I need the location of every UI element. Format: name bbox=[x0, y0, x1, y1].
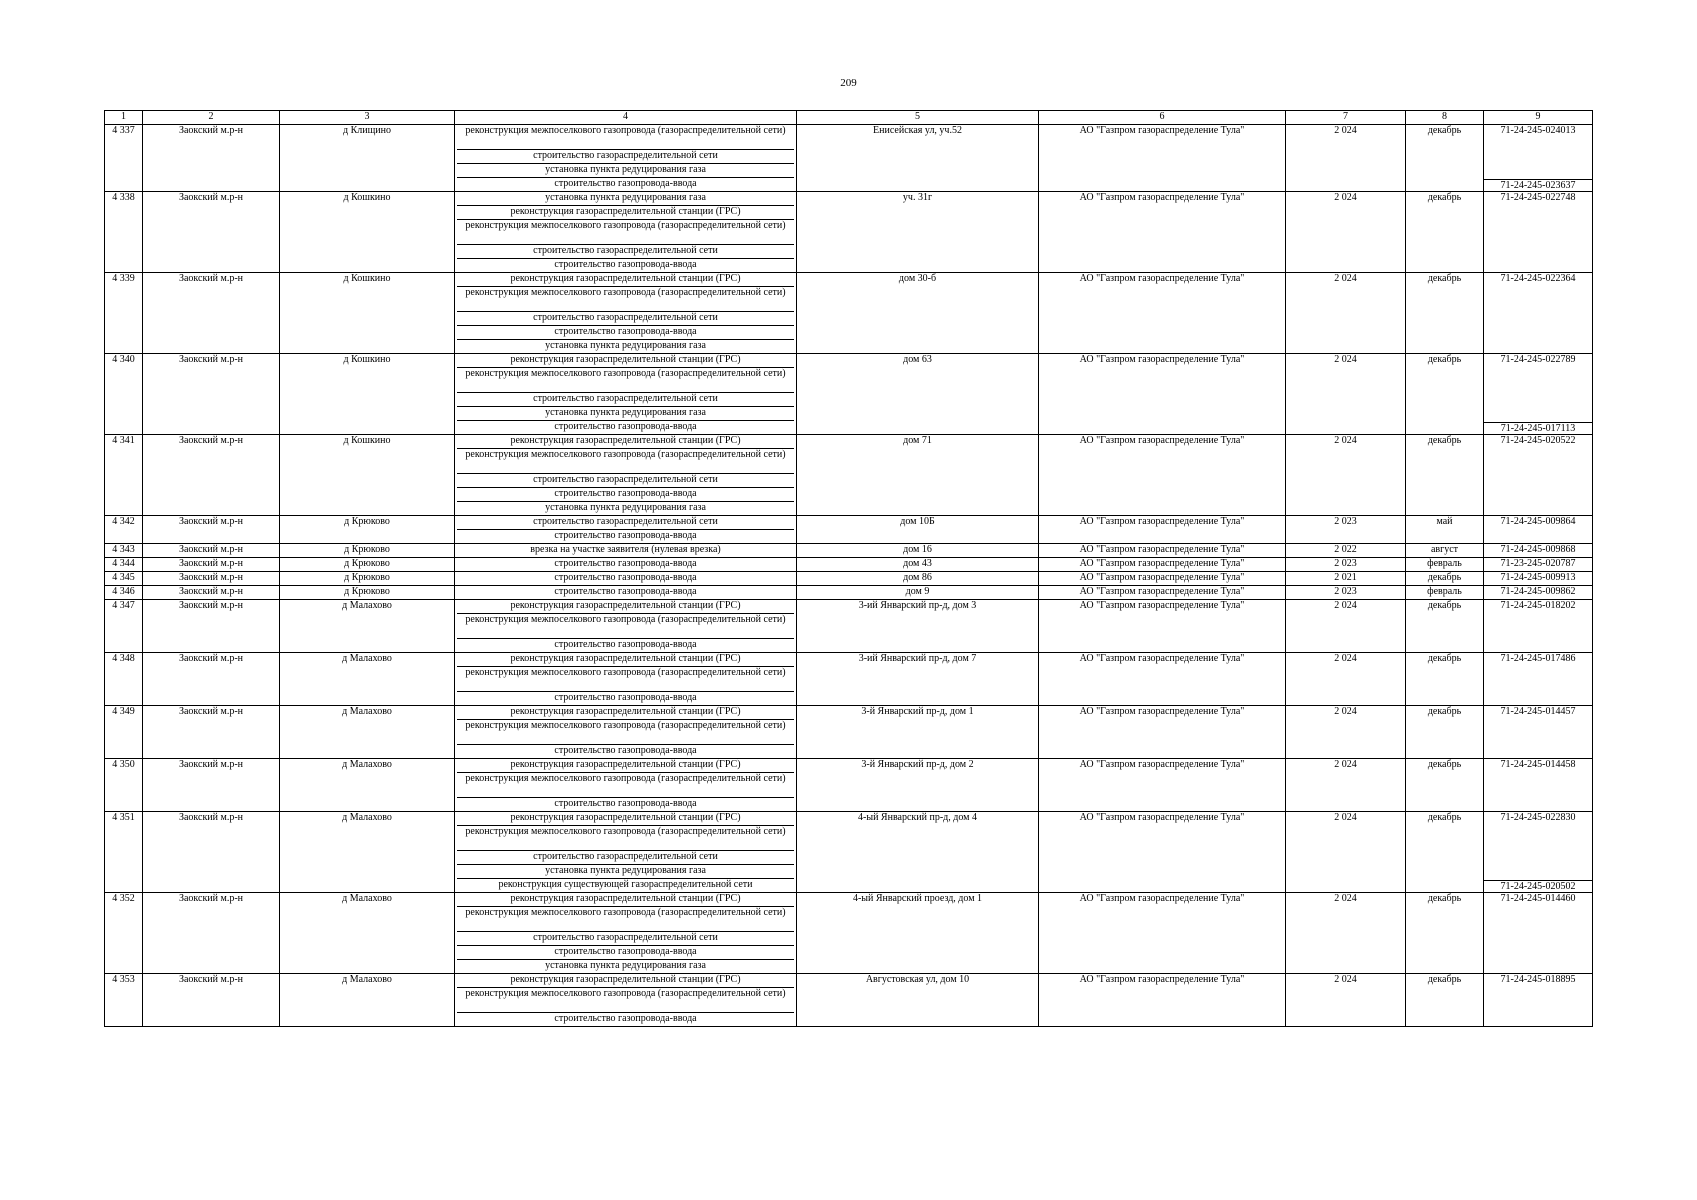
work-item: строительство газопровода-ввода bbox=[554, 558, 697, 569]
work-item: реконструкция межпоселкового газопровода (газораспределительной сети) bbox=[457, 367, 794, 392]
settlement-cell: д Кошкино bbox=[280, 273, 455, 354]
address-cell: дом 30-б bbox=[797, 273, 1039, 354]
district-cell: Заокский м.р-н bbox=[143, 653, 280, 706]
work-item: строительство газопровода-ввода bbox=[457, 529, 794, 543]
table-row bbox=[105, 192, 1593, 273]
work-item: реконструкция межпоселкового газопровода (газораспределительной сети) bbox=[457, 772, 794, 797]
table-body bbox=[105, 111, 1593, 1027]
code-cell bbox=[1484, 354, 1593, 435]
organization-cell: АО "Газпром газораспределение Тула" bbox=[1039, 572, 1286, 586]
application-code: 71-24-245-022748 bbox=[1500, 192, 1576, 203]
table-row bbox=[105, 125, 1593, 192]
district-cell: Заокский м.р-н bbox=[143, 192, 280, 273]
header-cell: 6 bbox=[1039, 111, 1286, 125]
address-cell: дом 63 bbox=[797, 354, 1039, 435]
row-number-cell: 4 342 bbox=[105, 516, 143, 544]
work-item: установка пункта редуцирования газа bbox=[545, 192, 706, 203]
organization-cell: АО "Газпром газораспределение Тула" bbox=[1039, 812, 1286, 893]
works-cell bbox=[455, 653, 797, 706]
month-cell: декабрь bbox=[1406, 812, 1484, 893]
work-item: строительство газораспределительной сети bbox=[457, 850, 794, 864]
code-cell bbox=[1484, 812, 1593, 893]
work-item: реконструкция газораспределительной станции (ГРС) bbox=[510, 435, 741, 446]
district-cell: Заокский м.р-н bbox=[143, 600, 280, 653]
year-cell: 2 024 bbox=[1286, 192, 1406, 273]
application-code: 71-24-245-018202 bbox=[1500, 600, 1576, 611]
application-code: 71-24-245-018895 bbox=[1500, 974, 1576, 985]
work-item: установка пункта редуцирования газа bbox=[457, 163, 794, 177]
table-row bbox=[105, 586, 1593, 600]
header-cell: 2 bbox=[143, 111, 280, 125]
organization-cell: АО "Газпром газораспределение Тула" bbox=[1039, 192, 1286, 273]
work-item: строительство газопровода-ввода bbox=[457, 420, 794, 434]
application-code: 71-24-245-017486 bbox=[1500, 653, 1576, 664]
row-number-cell: 4 352 bbox=[105, 893, 143, 974]
address-cell: 3-ий Январский пр-д, дом 3 bbox=[797, 600, 1039, 653]
address-cell: Августовская ул, дом 10 bbox=[797, 974, 1039, 1027]
row-number-cell: 4 343 bbox=[105, 544, 143, 558]
work-item: реконструкция межпоселкового газопровода (газораспределительной сети) bbox=[457, 448, 794, 473]
address-cell: дом 86 bbox=[797, 572, 1039, 586]
year-cell: 2 023 bbox=[1286, 558, 1406, 572]
work-item: строительство газораспределительной сети bbox=[533, 516, 718, 527]
settlement-cell: д Малахово bbox=[280, 893, 455, 974]
organization-cell: АО "Газпром газораспределение Тула" bbox=[1039, 653, 1286, 706]
work-item: реконструкция газораспределительной станции (ГРС) bbox=[510, 706, 741, 717]
code-cell bbox=[1484, 893, 1593, 974]
district-cell: Заокский м.р-н bbox=[143, 125, 280, 192]
organization-cell: АО "Газпром газораспределение Тула" bbox=[1039, 706, 1286, 759]
work-item: реконструкция межпоселкового газопровода (газораспределительной сети) bbox=[457, 906, 794, 931]
work-item: реконструкция межпоселкового газопровода (газораспределительной сети) bbox=[457, 719, 794, 744]
district-cell: Заокский м.р-н bbox=[143, 354, 280, 435]
work-item: реконструкция межпоселкового газопровода (газораспределительной сети) bbox=[457, 825, 794, 850]
year-cell: 2 021 bbox=[1286, 572, 1406, 586]
row-number-cell: 4 347 bbox=[105, 600, 143, 653]
month-cell: декабрь bbox=[1406, 192, 1484, 273]
works-cell bbox=[455, 572, 797, 586]
code-cell bbox=[1484, 600, 1593, 653]
year-cell: 2 024 bbox=[1286, 759, 1406, 812]
row-number-cell: 4 344 bbox=[105, 558, 143, 572]
work-item: строительство газопровода-ввода bbox=[457, 691, 794, 705]
work-item: установка пункта редуцирования газа bbox=[457, 406, 794, 420]
code-cell bbox=[1484, 706, 1593, 759]
district-cell: Заокский м.р-н bbox=[143, 586, 280, 600]
address-cell: Енисейская ул, уч.52 bbox=[797, 125, 1039, 192]
table-row bbox=[105, 706, 1593, 759]
settlement-cell: д Крюково bbox=[280, 544, 455, 558]
code-cell bbox=[1484, 125, 1593, 192]
work-item: реконструкция газораспределительной станции (ГРС) bbox=[510, 974, 741, 985]
works-cell bbox=[455, 706, 797, 759]
work-item: реконструкция существующей газораспределительной сети bbox=[457, 878, 794, 892]
work-item: реконструкция газораспределительной станции (ГРС) bbox=[510, 354, 741, 365]
application-code: 71-24-245-014460 bbox=[1500, 893, 1576, 904]
work-item: реконструкция межпоселкового газопровода (газораспределительной сети) bbox=[457, 666, 794, 691]
row-number-cell: 4 341 bbox=[105, 435, 143, 516]
application-code: 71-24-245-020502 bbox=[1484, 880, 1592, 892]
row-number-cell: 4 340 bbox=[105, 354, 143, 435]
works-cell bbox=[455, 435, 797, 516]
table-row bbox=[105, 435, 1593, 516]
work-item: строительство газопровода-ввода bbox=[457, 797, 794, 811]
work-item: строительство газопровода-ввода bbox=[554, 572, 697, 583]
application-code: 71-24-245-009868 bbox=[1500, 544, 1576, 555]
district-cell: Заокский м.р-н bbox=[143, 544, 280, 558]
work-item: реконструкция межпоселкового газопровода (газораспределительной сети) bbox=[457, 987, 794, 1012]
organization-cell: АО "Газпром газораспределение Тула" bbox=[1039, 544, 1286, 558]
address-cell: 3-й Январский пр-д, дом 1 bbox=[797, 706, 1039, 759]
month-cell: декабрь bbox=[1406, 974, 1484, 1027]
works-cell bbox=[455, 586, 797, 600]
month-cell: февраль bbox=[1406, 586, 1484, 600]
table-row bbox=[105, 812, 1593, 893]
address-cell: дом 10Б bbox=[797, 516, 1039, 544]
work-item: строительство газораспределительной сети bbox=[457, 149, 794, 163]
code-cell bbox=[1484, 558, 1593, 572]
organization-cell: АО "Газпром газораспределение Тула" bbox=[1039, 759, 1286, 812]
row-number-cell: 4 346 bbox=[105, 586, 143, 600]
application-code: 71-24-245-023637 bbox=[1484, 179, 1592, 191]
header-row bbox=[105, 111, 1593, 125]
work-item: строительство газопровода-ввода bbox=[457, 325, 794, 339]
settlement-cell: д Малахово bbox=[280, 653, 455, 706]
row-number-cell: 4 339 bbox=[105, 273, 143, 354]
table-row bbox=[105, 572, 1593, 586]
settlement-cell: д Крюково bbox=[280, 558, 455, 572]
year-cell: 2 023 bbox=[1286, 516, 1406, 544]
year-cell: 2 024 bbox=[1286, 435, 1406, 516]
month-cell: август bbox=[1406, 544, 1484, 558]
address-cell: дом 16 bbox=[797, 544, 1039, 558]
work-item: реконструкция межпоселкового газопровода (газораспределительной сети) bbox=[457, 613, 794, 638]
row-number-cell: 4 351 bbox=[105, 812, 143, 893]
district-cell: Заокский м.р-н bbox=[143, 974, 280, 1027]
application-code: 71-24-245-009862 bbox=[1500, 586, 1576, 597]
code-cell bbox=[1484, 586, 1593, 600]
year-cell: 2 024 bbox=[1286, 706, 1406, 759]
settlement-cell: д Малахово bbox=[280, 706, 455, 759]
works-cell bbox=[455, 192, 797, 273]
code-cell bbox=[1484, 435, 1593, 516]
settlement-cell: д Малахово bbox=[280, 600, 455, 653]
address-cell: уч. 31г bbox=[797, 192, 1039, 273]
header-cell: 8 bbox=[1406, 111, 1484, 125]
organization-cell: АО "Газпром газораспределение Тула" bbox=[1039, 600, 1286, 653]
header-cell: 9 bbox=[1484, 111, 1593, 125]
year-cell: 2 024 bbox=[1286, 653, 1406, 706]
works-cell bbox=[455, 516, 797, 544]
table-row bbox=[105, 273, 1593, 354]
year-cell: 2 024 bbox=[1286, 974, 1406, 1027]
organization-cell: АО "Газпром газораспределение Тула" bbox=[1039, 435, 1286, 516]
row-number-cell: 4 337 bbox=[105, 125, 143, 192]
application-code: 71-24-245-024013 bbox=[1500, 125, 1576, 136]
application-code: 71-24-245-022789 bbox=[1500, 354, 1576, 365]
work-item: строительство газопровода-ввода bbox=[457, 744, 794, 758]
organization-cell: АО "Газпром газораспределение Тула" bbox=[1039, 354, 1286, 435]
year-cell: 2 022 bbox=[1286, 544, 1406, 558]
code-cell bbox=[1484, 192, 1593, 273]
works-cell bbox=[455, 558, 797, 572]
organization-cell: АО "Газпром газораспределение Тула" bbox=[1039, 273, 1286, 354]
application-code: 71-23-245-020787 bbox=[1500, 558, 1576, 569]
works-cell bbox=[455, 812, 797, 893]
month-cell: декабрь bbox=[1406, 893, 1484, 974]
settlement-cell: д Кошкино bbox=[280, 192, 455, 273]
organization-cell: АО "Газпром газораспределение Тула" bbox=[1039, 516, 1286, 544]
work-item: реконструкция газораспределительной станции (ГРС) bbox=[510, 600, 741, 611]
year-cell: 2 024 bbox=[1286, 600, 1406, 653]
table-row bbox=[105, 558, 1593, 572]
work-item: врезка на участке заявителя (нулевая врезка) bbox=[530, 544, 721, 555]
address-cell: 3-ий Январский пр-д, дом 7 bbox=[797, 653, 1039, 706]
application-code: 71-24-245-020522 bbox=[1500, 435, 1576, 446]
organization-cell: АО "Газпром газораспределение Тула" bbox=[1039, 558, 1286, 572]
year-cell: 2 024 bbox=[1286, 125, 1406, 192]
organization-cell: АО "Газпром газораспределение Тула" bbox=[1039, 586, 1286, 600]
work-item: реконструкция газораспределительной станции (ГРС) bbox=[510, 812, 741, 823]
month-cell: декабрь bbox=[1406, 354, 1484, 435]
page-number: 209 bbox=[840, 77, 857, 89]
work-item: строительство газопровода-ввода bbox=[457, 945, 794, 959]
work-item: установка пункта редуцирования газа bbox=[457, 864, 794, 878]
works-cell bbox=[455, 544, 797, 558]
year-cell: 2 024 bbox=[1286, 893, 1406, 974]
works-cell bbox=[455, 125, 797, 192]
header-cell: 1 bbox=[105, 111, 143, 125]
code-cell bbox=[1484, 544, 1593, 558]
work-item: реконструкция газораспределительной станции (ГРС) bbox=[510, 273, 741, 284]
year-cell: 2 024 bbox=[1286, 354, 1406, 435]
application-code: 71-24-245-022364 bbox=[1500, 273, 1576, 284]
settlement-cell: д Крюково bbox=[280, 572, 455, 586]
header-cell: 3 bbox=[280, 111, 455, 125]
work-item: строительство газопровода-ввода bbox=[457, 638, 794, 652]
district-cell: Заокский м.р-н bbox=[143, 706, 280, 759]
row-number-cell: 4 338 bbox=[105, 192, 143, 273]
district-cell: Заокский м.р-н bbox=[143, 558, 280, 572]
code-cell bbox=[1484, 572, 1593, 586]
works-cell bbox=[455, 759, 797, 812]
table-row bbox=[105, 354, 1593, 435]
address-cell: 4-ый Январский пр-д, дом 4 bbox=[797, 812, 1039, 893]
settlement-cell: д Кошкино bbox=[280, 354, 455, 435]
work-item: реконструкция газораспределительной станции (ГРС) bbox=[510, 653, 741, 664]
work-item: строительство газопровода-ввода bbox=[554, 586, 697, 597]
address-cell: 4-ый Январский проезд, дом 1 bbox=[797, 893, 1039, 974]
code-cell bbox=[1484, 759, 1593, 812]
table-row bbox=[105, 544, 1593, 558]
organization-cell: АО "Газпром газораспределение Тула" bbox=[1039, 974, 1286, 1027]
table-row bbox=[105, 653, 1593, 706]
address-cell: дом 43 bbox=[797, 558, 1039, 572]
settlement-cell: д Клищино bbox=[280, 125, 455, 192]
work-item: строительство газораспределительной сети bbox=[457, 473, 794, 487]
district-cell: Заокский м.р-н bbox=[143, 759, 280, 812]
district-cell: Заокский м.р-н bbox=[143, 572, 280, 586]
application-code: 71-24-245-009913 bbox=[1500, 572, 1576, 583]
work-item: строительство газопровода-ввода bbox=[457, 258, 794, 272]
work-item: строительство газораспределительной сети bbox=[457, 244, 794, 258]
work-item: установка пункта редуцирования газа bbox=[457, 501, 794, 515]
month-cell: май bbox=[1406, 516, 1484, 544]
header-cell: 4 bbox=[455, 111, 797, 125]
address-cell: дом 9 bbox=[797, 586, 1039, 600]
month-cell: декабрь bbox=[1406, 435, 1484, 516]
table-row bbox=[105, 600, 1593, 653]
work-item: установка пункта редуцирования газа bbox=[457, 339, 794, 353]
application-code: 71-24-245-009864 bbox=[1500, 516, 1576, 527]
organization-cell: АО "Газпром газораспределение Тула" bbox=[1039, 893, 1286, 974]
address-cell: 3-й Январский пр-д, дом 2 bbox=[797, 759, 1039, 812]
organization-cell: АО "Газпром газораспределение Тула" bbox=[1039, 125, 1286, 192]
work-item: строительство газораспределительной сети bbox=[457, 931, 794, 945]
row-number-cell: 4 348 bbox=[105, 653, 143, 706]
district-cell: Заокский м.р-н bbox=[143, 516, 280, 544]
month-cell: декабрь bbox=[1406, 600, 1484, 653]
settlement-cell: д Крюково bbox=[280, 516, 455, 544]
work-item: реконструкция газораспределительной станции (ГРС) bbox=[457, 205, 794, 219]
code-cell bbox=[1484, 974, 1593, 1027]
row-number-cell: 4 345 bbox=[105, 572, 143, 586]
district-cell: Заокский м.р-н bbox=[143, 893, 280, 974]
work-item: строительство газопровода-ввода bbox=[457, 487, 794, 501]
row-number-cell: 4 349 bbox=[105, 706, 143, 759]
work-item: установка пункта редуцирования газа bbox=[457, 959, 794, 973]
code-cell bbox=[1484, 653, 1593, 706]
district-cell: Заокский м.р-н bbox=[143, 435, 280, 516]
work-item: реконструкция межпоселкового газопровода (газораспределительной сети) bbox=[465, 125, 786, 136]
application-code: 71-24-245-014457 bbox=[1500, 706, 1576, 717]
table-row bbox=[105, 893, 1593, 974]
month-cell: декабрь bbox=[1406, 572, 1484, 586]
row-number-cell: 4 353 bbox=[105, 974, 143, 1027]
application-code: 71-24-245-017113 bbox=[1484, 422, 1592, 434]
work-item: реконструкция газораспределительной станции (ГРС) bbox=[510, 759, 741, 770]
registry-table bbox=[104, 110, 1593, 1027]
table-row bbox=[105, 974, 1593, 1027]
works-cell bbox=[455, 273, 797, 354]
code-cell bbox=[1484, 273, 1593, 354]
month-cell: декабрь bbox=[1406, 653, 1484, 706]
month-cell: декабрь bbox=[1406, 273, 1484, 354]
work-item: строительство газораспределительной сети bbox=[457, 392, 794, 406]
year-cell: 2 024 bbox=[1286, 273, 1406, 354]
table-row bbox=[105, 759, 1593, 812]
application-code: 71-24-245-014458 bbox=[1500, 759, 1576, 770]
work-item: реконструкция межпоселкового газопровода (газораспределительной сети) bbox=[457, 219, 794, 244]
code-cell bbox=[1484, 516, 1593, 544]
table-row bbox=[105, 516, 1593, 544]
works-cell bbox=[455, 354, 797, 435]
works-cell bbox=[455, 974, 797, 1027]
settlement-cell: д Малахово bbox=[280, 974, 455, 1027]
row-number-cell: 4 350 bbox=[105, 759, 143, 812]
work-item: строительство газопровода-ввода bbox=[457, 177, 794, 191]
month-cell: декабрь bbox=[1406, 706, 1484, 759]
settlement-cell: д Малахово bbox=[280, 759, 455, 812]
month-cell: февраль bbox=[1406, 558, 1484, 572]
month-cell: декабрь bbox=[1406, 759, 1484, 812]
work-item: строительство газораспределительной сети bbox=[457, 311, 794, 325]
work-item: реконструкция межпоселкового газопровода (газораспределительной сети) bbox=[457, 286, 794, 311]
year-cell: 2 023 bbox=[1286, 586, 1406, 600]
work-item: реконструкция газораспределительной станции (ГРС) bbox=[510, 893, 741, 904]
address-cell: дом 71 bbox=[797, 435, 1039, 516]
settlement-cell: д Кошкино bbox=[280, 435, 455, 516]
settlement-cell: д Крюково bbox=[280, 586, 455, 600]
header-cell: 5 bbox=[797, 111, 1039, 125]
district-cell: Заокский м.р-н bbox=[143, 812, 280, 893]
work-item: строительство газопровода-ввода bbox=[457, 1012, 794, 1026]
district-cell: Заокский м.р-н bbox=[143, 273, 280, 354]
year-cell: 2 024 bbox=[1286, 812, 1406, 893]
month-cell: декабрь bbox=[1406, 125, 1484, 192]
header-cell: 7 bbox=[1286, 111, 1406, 125]
works-cell bbox=[455, 600, 797, 653]
works-cell bbox=[455, 893, 797, 974]
settlement-cell: д Малахово bbox=[280, 812, 455, 893]
application-code: 71-24-245-022830 bbox=[1500, 812, 1576, 823]
